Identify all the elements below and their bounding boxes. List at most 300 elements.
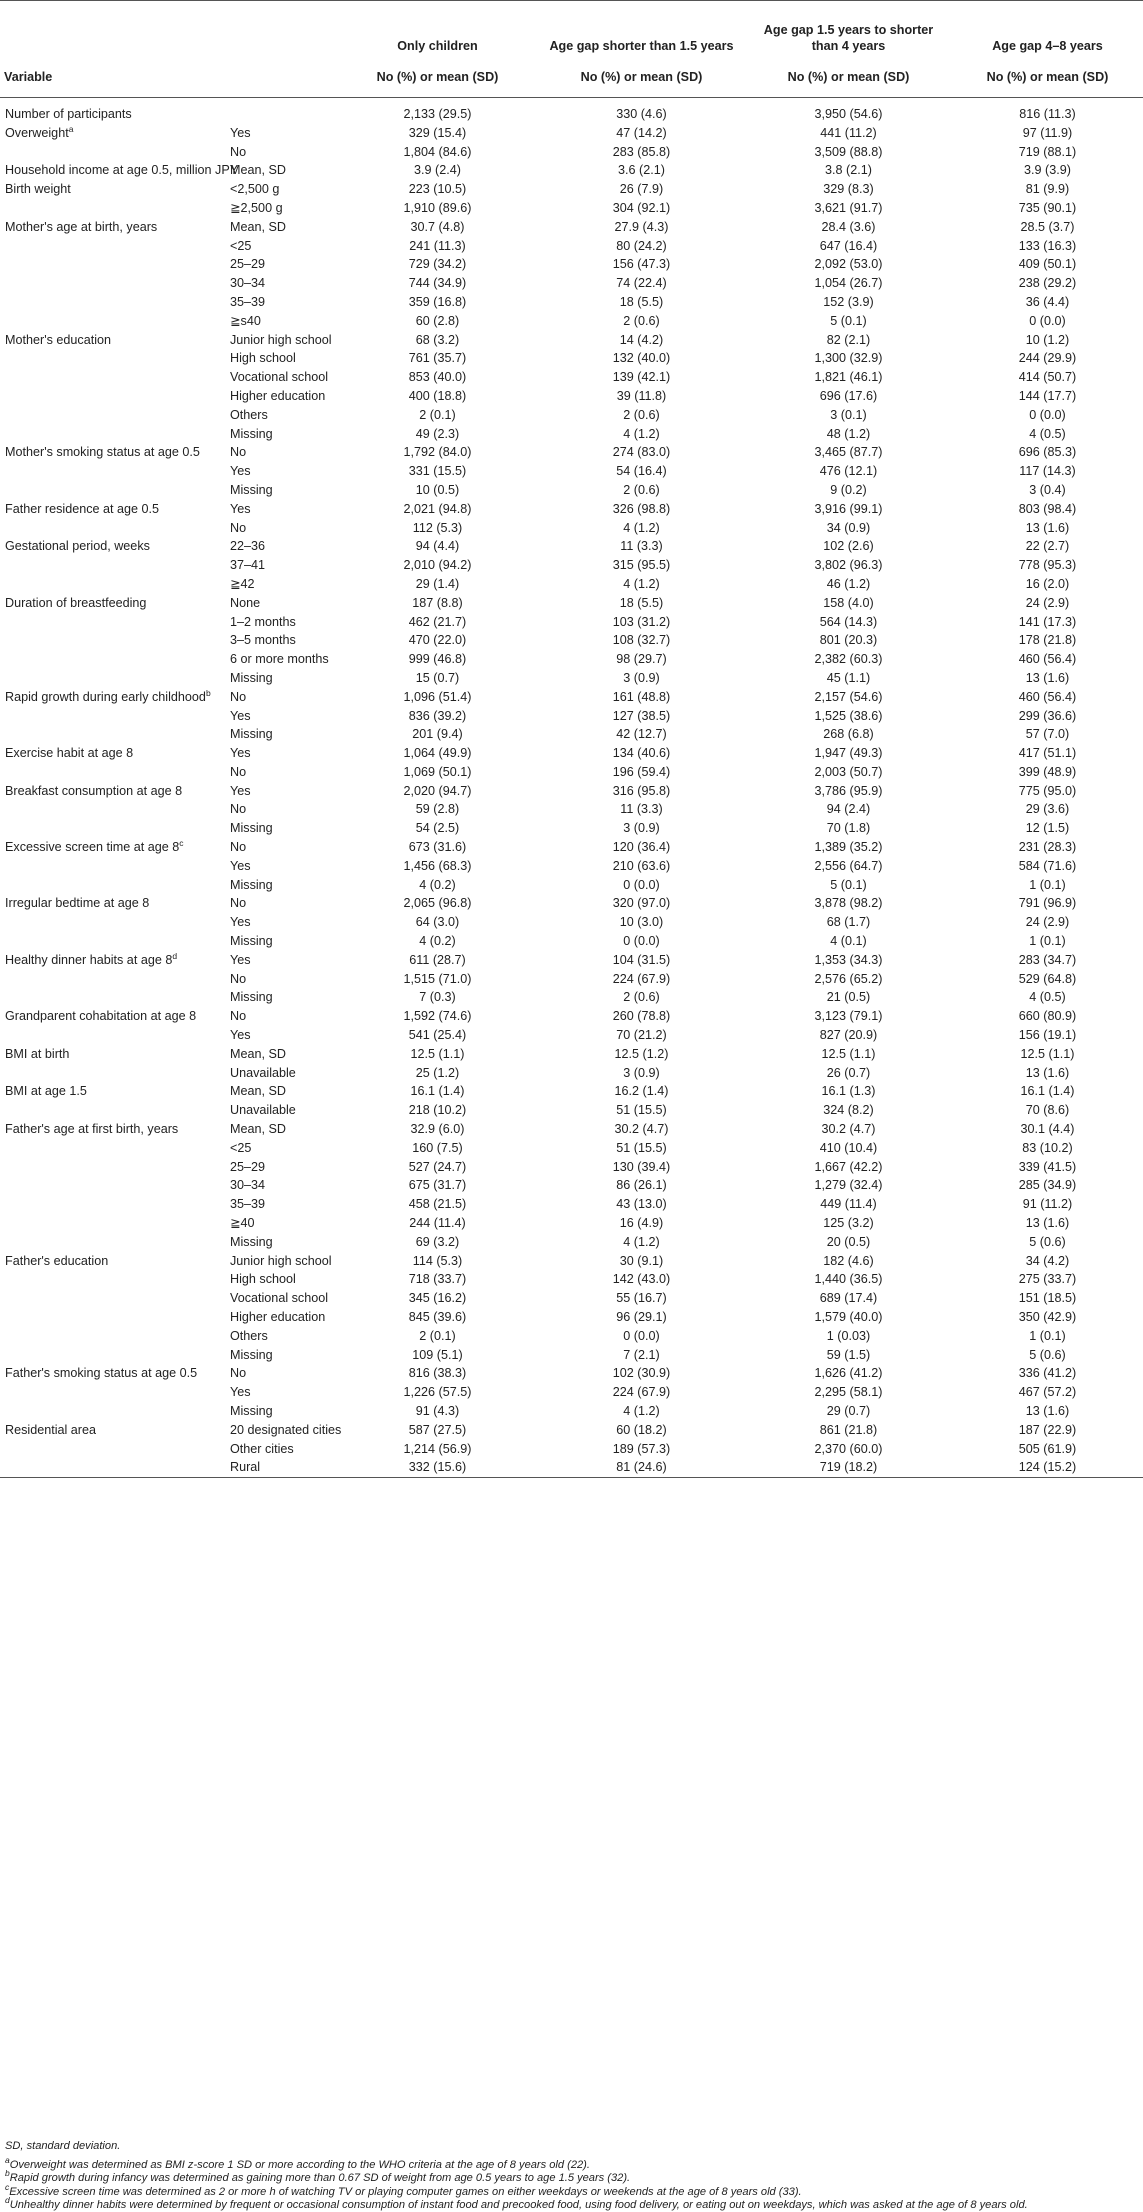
value-cell: 224 (67.9) — [612, 1385, 671, 1400]
variable-cell — [0, 857, 225, 876]
variable-cell — [0, 331, 225, 350]
category-cell: Higher education — [230, 1310, 326, 1324]
category-cell: Missing — [230, 670, 273, 685]
value-cell: 2,370 (60.0) — [814, 1441, 883, 1456]
table-row — [0, 443, 1143, 462]
value-cell: 816 (38.3) — [408, 1366, 467, 1381]
table-row — [0, 124, 1143, 143]
value-cell: 102 (30.9) — [612, 1366, 671, 1381]
table-row — [0, 519, 1143, 538]
variable-cell — [0, 218, 225, 237]
variable-cell — [0, 1252, 225, 1271]
value-cell: 791 (96.9) — [1018, 896, 1077, 911]
table-row — [0, 349, 1143, 368]
value-cell: 16.2 (1.4) — [614, 1084, 669, 1099]
category-cell: ≧s40 — [230, 313, 261, 328]
variable-cell — [0, 1120, 225, 1139]
value-cell: 1 (0.1) — [1029, 934, 1066, 949]
variable-cell — [0, 1289, 225, 1308]
variable-cell — [0, 1026, 225, 1045]
value-cell: 3 (0.9) — [623, 821, 660, 836]
footnote-marker: d — [5, 2194, 10, 2205]
value-cell: 719 (18.2) — [745, 1458, 952, 1477]
table-row — [0, 199, 1143, 218]
value-cell: 1,389 (35.2) — [814, 840, 883, 855]
variable-cell — [0, 1308, 225, 1327]
value-cell: 332 (15.6) — [337, 1458, 538, 1477]
category-cell: 22–36 — [230, 539, 266, 554]
table-row — [0, 537, 1143, 556]
table-row — [0, 161, 1143, 180]
table-row — [0, 1270, 1143, 1289]
value-cell: 201 (9.4) — [412, 727, 463, 742]
category-cell: 30–34 — [230, 276, 266, 291]
value-cell: 1,579 (40.0) — [814, 1310, 883, 1324]
value-cell: 241 (11.3) — [409, 238, 466, 253]
footnote — [5, 2181, 1138, 2199]
value-cell: 68 (3.2) — [415, 332, 460, 347]
category-cell: Yes — [230, 783, 251, 798]
table-row — [0, 1158, 1143, 1177]
variable-cell — [0, 613, 225, 632]
variable-label: Father residence at age 0.5 — [5, 501, 160, 516]
value-cell: 275 (33.7) — [1018, 1272, 1077, 1287]
value-cell: 3,916 (99.1) — [814, 501, 883, 516]
value-cell: 1,910 (89.6) — [403, 200, 472, 215]
category-cell: Missing — [230, 934, 273, 949]
variable-cell — [0, 180, 225, 199]
value-cell: 827 (20.9) — [819, 1028, 878, 1043]
footnote-marker: a — [68, 123, 74, 134]
value-cell: 244 (11.4) — [409, 1216, 466, 1231]
footnote-marker: b — [5, 2168, 10, 2179]
variable-cell — [0, 1458, 225, 1477]
variable-cell — [0, 1045, 225, 1064]
variable-cell — [0, 1402, 225, 1421]
value-cell: 409 (50.1) — [1018, 257, 1077, 272]
value-cell: 315 (95.5) — [612, 558, 671, 573]
value-cell: 60 (18.2) — [616, 1422, 667, 1437]
variable-cell — [0, 1327, 225, 1346]
value-cell: 3.9 (2.4) — [414, 163, 461, 178]
category-cell: Yes — [230, 1385, 251, 1400]
category-cell: No — [230, 689, 247, 704]
value-cell: 98 (29.7) — [616, 652, 667, 667]
category-cell: Missing — [230, 482, 273, 497]
variable-cell — [0, 274, 225, 293]
value-cell: 410 (10.4) — [819, 1140, 878, 1155]
footnote-text: SD, standard deviation. — [5, 2140, 121, 2152]
category-cell: No — [230, 1009, 247, 1024]
variable-cell — [0, 462, 225, 481]
value-cell: 449 (11.4) — [820, 1197, 877, 1212]
value-cell: 274 (83.0) — [612, 445, 671, 460]
value-cell: 117 (14.3) — [1019, 464, 1076, 479]
category-cell: No — [230, 520, 247, 535]
value-cell: 735 (90.1) — [1018, 200, 1077, 215]
variable-header: Variable — [0, 56, 225, 98]
table-row — [0, 312, 1143, 331]
value-cell: 1,096 (51.4) — [403, 689, 472, 704]
value-cell: 96 (29.1) — [616, 1310, 667, 1324]
value-cell: 1,069 (50.1) — [403, 764, 472, 779]
value-cell: 127 (38.5) — [612, 708, 671, 723]
value-cell: 152 (3.9) — [823, 294, 874, 309]
value-cell: 331 (15.5) — [408, 464, 467, 479]
category-cell: Mean, SD — [230, 1046, 286, 1061]
category-cell: Other cities — [230, 1441, 294, 1456]
value-cell: 161 (48.8) — [612, 689, 671, 704]
variable-label: Breakfast consumption at age 8 — [5, 783, 183, 798]
table-row — [0, 425, 1143, 444]
variable-cell — [0, 519, 225, 538]
value-cell: 3.8 (2.1) — [825, 163, 872, 178]
value-cell: 853 (40.0) — [408, 370, 467, 385]
category-cell: Yes — [230, 746, 251, 761]
value-cell: 60 (2.8) — [415, 313, 460, 328]
value-cell: 729 (34.2) — [408, 257, 467, 272]
value-cell: 696 (17.6) — [819, 388, 878, 403]
variable-cell — [0, 1421, 225, 1440]
variable-cell — [0, 255, 225, 274]
table-row — [0, 274, 1143, 293]
value-cell: 2 (0.6) — [623, 313, 660, 328]
category-cell: Mean, SD — [230, 1122, 286, 1137]
value-cell: 4 (0.2) — [419, 934, 456, 949]
table-row — [0, 1364, 1143, 1383]
value-cell: 108 (32.7) — [612, 633, 671, 648]
value-cell: 59 (2.8) — [415, 802, 460, 817]
value-cell: 13 (1.6) — [1025, 1065, 1070, 1080]
variable-label: Father's education — [5, 1253, 109, 1268]
value-cell: 11 (3.3) — [620, 802, 663, 817]
table-row — [0, 143, 1143, 162]
table-row — [0, 688, 1143, 707]
value-cell: 4 (0.1) — [830, 934, 867, 949]
variable-cell — [0, 143, 225, 162]
value-cell: 102 (2.6) — [823, 539, 874, 554]
variable-cell — [0, 894, 225, 913]
variable-cell — [0, 838, 225, 857]
value-cell: 689 (17.4) — [819, 1291, 878, 1306]
value-cell: 1,440 (36.5) — [814, 1272, 883, 1287]
variable-cell — [0, 1101, 225, 1120]
value-cell: 158 (4.0) — [823, 595, 874, 610]
value-cell: 125 (3.2) — [823, 1216, 874, 1231]
value-cell: 505 (61.9) — [1018, 1441, 1077, 1456]
value-cell: 470 (22.0) — [408, 633, 467, 648]
footnote-text: Rapid growth during infancy was determined as gaining more than 0.67 SD of weight from age 0.5 years to age 1.5 years (32). — [9, 2172, 631, 2185]
table-row — [0, 631, 1143, 650]
category-cell: Rural — [225, 1458, 337, 1477]
table-row — [0, 800, 1143, 819]
value-cell: 2,003 (50.7) — [814, 764, 883, 779]
variable-cell — [0, 556, 225, 575]
category-cell: ≧40 — [230, 1216, 255, 1231]
value-cell: 130 (39.4) — [612, 1159, 671, 1174]
value-cell: 70 (1.8) — [826, 821, 871, 836]
value-cell: 1,279 (32.4) — [814, 1178, 883, 1193]
value-cell: 417 (51.1) — [1018, 746, 1077, 761]
table-row — [0, 838, 1143, 857]
category-cell: 1–2 months — [230, 614, 296, 629]
value-cell: 2,576 (65.2) — [814, 971, 883, 986]
value-cell: 476 (12.1) — [819, 464, 878, 479]
table-row — [0, 1176, 1143, 1195]
table-row — [0, 744, 1143, 763]
table-body — [0, 98, 1143, 1478]
column-title: Age gap shorter than 1.5 years — [538, 1, 745, 57]
table-row — [0, 462, 1143, 481]
category-cell: No — [230, 971, 247, 986]
category-cell: <2,500 g — [230, 182, 280, 197]
category-cell: Junior high school — [230, 1253, 332, 1268]
value-cell: 29 (3.6) — [1025, 802, 1070, 817]
value-cell: 12.5 (1.1) — [821, 1046, 876, 1061]
value-cell: 187 (8.8) — [412, 595, 463, 610]
category-cell: Yes — [230, 952, 251, 967]
table-row — [0, 669, 1143, 688]
variable-label: Excessive screen time at age 8 — [5, 840, 180, 855]
value-cell: 26 (7.9) — [619, 182, 664, 197]
value-cell: 3 (0.9) — [623, 1065, 660, 1080]
variable-cell — [0, 782, 225, 801]
category-cell: High school — [230, 1272, 296, 1287]
value-cell: 22 (2.7) — [1025, 539, 1070, 554]
category-cell: Junior high school — [230, 332, 332, 347]
value-cell: 467 (57.2) — [1018, 1385, 1077, 1400]
value-cell: 350 (42.9) — [1018, 1310, 1077, 1324]
variable-cell — [0, 707, 225, 726]
variable-label: Healthy dinner habits at age 8 — [5, 952, 173, 967]
variable-label: Number of participants — [5, 107, 132, 121]
variable-cell — [0, 349, 225, 368]
value-cell: 30.2 (4.7) — [821, 1122, 876, 1137]
table-row — [0, 105, 1143, 124]
variable-cell — [0, 1139, 225, 1158]
footnote-marker: c — [179, 838, 184, 849]
value-cell: 30.7 (4.8) — [410, 219, 465, 234]
value-cell: 673 (31.6) — [408, 840, 467, 855]
category-cell: 37–41 — [230, 558, 266, 573]
table-row — [0, 1289, 1143, 1308]
value-cell: 34 (4.2) — [1025, 1253, 1070, 1268]
category-cell: No — [230, 445, 247, 460]
value-cell: 109 (5.1) — [412, 1347, 463, 1362]
table-row — [0, 387, 1143, 406]
footnote-marker: a — [5, 2155, 10, 2166]
value-cell: 1,592 (74.6) — [403, 1009, 472, 1024]
table-row — [0, 988, 1143, 1007]
value-cell: 144 (17.7) — [1018, 388, 1077, 403]
table-row — [0, 331, 1143, 350]
value-cell: 2,157 (54.6) — [814, 689, 883, 704]
value-cell: 104 (31.5) — [612, 952, 671, 967]
value-cell: 3,802 (96.3) — [814, 558, 883, 573]
variable-cell — [0, 800, 225, 819]
value-cell: 778 (95.3) — [1018, 558, 1077, 573]
table-row — [0, 594, 1143, 613]
value-cell: 1,947 (49.3) — [814, 746, 883, 761]
value-cell: 124 (15.2) — [952, 1458, 1143, 1477]
value-cell: 718 (33.7) — [408, 1272, 467, 1287]
value-cell: 112 (5.3) — [412, 520, 463, 535]
category-cell: ≧42 — [230, 576, 255, 591]
column-subtitle: No (%) or mean (SD) — [952, 56, 1143, 98]
variable-cell — [0, 500, 225, 519]
value-cell: 0 (0.0) — [1029, 313, 1066, 328]
value-cell: 2 (0.6) — [623, 482, 660, 497]
table-row — [0, 500, 1143, 519]
value-cell: 30.2 (4.7) — [614, 1122, 669, 1137]
value-cell: 81 (24.6) — [538, 1458, 745, 1477]
column-title: Age gap 4–8 years — [952, 1, 1143, 57]
value-cell: 329 (8.3) — [823, 182, 874, 197]
value-cell: 460 (56.4) — [1018, 652, 1077, 667]
category-cell: <25 — [230, 1140, 252, 1155]
value-cell: 5 (0.6) — [1029, 1347, 1066, 1362]
table-row — [0, 218, 1143, 237]
value-cell: 2 (0.1) — [419, 1328, 456, 1343]
value-cell: 133 (16.3) — [1018, 238, 1077, 253]
value-cell: 2,295 (58.1) — [814, 1385, 883, 1400]
value-cell: 16 (4.9) — [619, 1216, 664, 1231]
value-cell: 54 (16.4) — [616, 464, 667, 479]
category-cell: 20 designated cities — [230, 1422, 342, 1437]
variable-cell — [0, 932, 225, 951]
table-row — [0, 725, 1143, 744]
value-cell: 441 (11.2) — [820, 125, 877, 140]
value-cell: 587 (27.5) — [408, 1422, 467, 1437]
variable-label: Gestational period, weeks — [5, 539, 150, 554]
value-cell: 12 (1.5) — [1025, 821, 1070, 836]
value-cell: 13 (1.6) — [1025, 1403, 1070, 1418]
variable-cell — [0, 763, 225, 782]
table-row — [0, 1007, 1143, 1026]
variable-label: Birth weight — [5, 182, 71, 197]
category-cell: Missing — [230, 727, 273, 742]
value-cell: 4 (1.2) — [623, 426, 660, 441]
table-row — [0, 913, 1143, 932]
table-row — [0, 613, 1143, 632]
variable-cell — [0, 1007, 225, 1026]
value-cell: 11 (3.3) — [620, 539, 663, 554]
column-subtitle: No (%) or mean (SD) — [745, 56, 952, 98]
value-cell: 0 (0.0) — [623, 934, 660, 949]
value-cell: 2,092 (53.0) — [814, 257, 883, 272]
table-row — [0, 1195, 1143, 1214]
value-cell: 816 (11.3) — [1019, 107, 1076, 121]
value-cell: 1 (0.1) — [1029, 1328, 1066, 1343]
category-cell — [225, 105, 337, 124]
table-row — [0, 255, 1143, 274]
value-cell: 4 (1.2) — [623, 576, 660, 591]
category-cell: Unavailable — [230, 1103, 296, 1118]
variable-cell — [0, 387, 225, 406]
category-cell: Mean, SD — [230, 163, 286, 178]
value-cell: 2,382 (60.3) — [814, 652, 883, 667]
value-cell: 3,509 (88.8) — [814, 144, 883, 159]
category-cell: 3–5 months — [230, 633, 296, 648]
value-cell: 775 (95.0) — [1018, 783, 1077, 798]
value-cell: 1,226 (57.5) — [403, 1385, 472, 1400]
category-cell: 35–39 — [230, 1197, 266, 1212]
table-row — [0, 1458, 1143, 1477]
column-subtitle: No (%) or mean (SD) — [337, 56, 538, 98]
value-cell: 2,010 (94.2) — [403, 558, 472, 573]
variable-cell — [0, 1383, 225, 1402]
value-cell: 29 (0.7) — [826, 1403, 871, 1418]
footnote-text: Unhealthy dinner habits were determined by frequent or occasional consumption of instant food and precooked food, using food delivery, or eating out on weekdays, which was asked at the age of 8 years old. — [9, 2198, 1028, 2211]
value-cell: 1,821 (46.1) — [814, 370, 883, 385]
value-cell: 861 (21.8) — [819, 1422, 878, 1437]
value-cell: 57 (7.0) — [1025, 727, 1070, 742]
value-cell: 2 (0.1) — [419, 407, 456, 422]
variable-label: Irregular bedtime at age 8 — [5, 896, 150, 911]
table-row — [0, 707, 1143, 726]
variable-cell — [0, 312, 225, 331]
table-row — [0, 894, 1143, 913]
value-cell: 9 (0.2) — [830, 482, 867, 497]
value-cell: 1,064 (49.9) — [403, 746, 472, 761]
table-row — [0, 1402, 1143, 1421]
value-cell: 316 (95.8) — [612, 783, 671, 798]
value-cell: 45 (1.1) — [826, 670, 871, 685]
category-cell: No — [230, 764, 247, 779]
value-cell: 139 (42.1) — [612, 370, 671, 385]
table-row — [0, 1383, 1143, 1402]
category-cell: Missing — [230, 821, 273, 836]
value-cell: 74 (22.4) — [616, 276, 667, 291]
value-cell: 68 (1.7) — [826, 915, 871, 930]
value-cell: 16 (2.0) — [1025, 576, 1070, 591]
value-cell: 18 (5.5) — [619, 294, 664, 309]
footnote — [5, 2140, 1138, 2153]
value-cell: 5 (0.6) — [1029, 1234, 1066, 1249]
category-cell: Others — [230, 407, 268, 422]
value-cell: 4 (0.5) — [1029, 426, 1066, 441]
category-cell: 30–34 — [230, 1178, 266, 1193]
variable-cell — [0, 1364, 225, 1383]
footnote-marker: c — [5, 2181, 10, 2192]
table-row — [0, 876, 1143, 895]
category-cell: Yes — [230, 464, 251, 479]
value-cell: 285 (34.9) — [1018, 1178, 1077, 1193]
value-cell: 210 (63.6) — [612, 858, 671, 873]
value-cell: 224 (67.9) — [612, 971, 671, 986]
variable-label: Grandparent cohabitation at age 8 — [5, 1009, 197, 1024]
value-cell: 97 (11.9) — [1022, 125, 1073, 140]
table-row — [0, 1064, 1143, 1083]
variable-label: Mother's education — [5, 332, 112, 347]
value-cell: 3,123 (79.1) — [814, 1009, 883, 1024]
value-cell: 13 (1.6) — [1025, 1216, 1070, 1231]
variable-cell — [0, 669, 225, 688]
value-cell: 10 (3.0) — [619, 915, 664, 930]
value-cell: 320 (97.0) — [612, 896, 671, 911]
value-cell: 2 (0.6) — [623, 990, 660, 1005]
variable-cell — [0, 1233, 225, 1252]
category-cell: High school — [230, 351, 296, 366]
table-row — [0, 1308, 1143, 1327]
value-cell: 458 (21.5) — [408, 1197, 467, 1212]
value-cell: 329 (15.4) — [408, 125, 467, 140]
value-cell: 10 (0.5) — [415, 482, 460, 497]
table-row — [0, 575, 1143, 594]
value-cell: 801 (20.3) — [819, 633, 878, 648]
value-cell: 399 (48.9) — [1018, 764, 1077, 779]
value-cell: 1,804 (84.6) — [403, 144, 472, 159]
